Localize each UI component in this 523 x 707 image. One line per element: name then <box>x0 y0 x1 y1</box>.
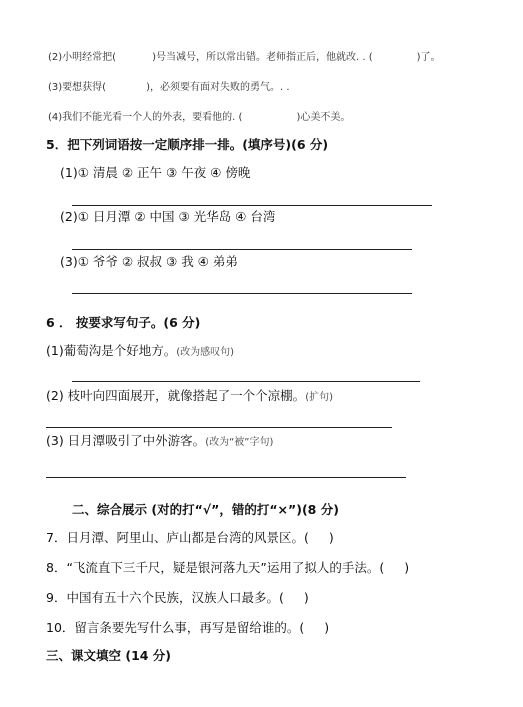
q4-item2-text-b: )号当减号，所以常出错。老师指正后，他就改. . ( <box>152 52 373 63</box>
q4-item2-text-c: )了。 <box>416 52 441 63</box>
q7-close-paren: ) <box>328 530 334 545</box>
q8-text: 8．“飞流直下三千尺，疑是银河落九天”运用了拟人的手法。( <box>46 560 385 575</box>
q4-item4-text-a: (4)我们不能光看一个人的外表，要看他的. ( <box>48 112 243 123</box>
q6-sentence-3 <box>46 431 273 449</box>
q6-answer-line-2[interactable] <box>46 427 392 428</box>
q5-answer-line-2[interactable] <box>72 249 412 250</box>
q4-item2-text-a: (2)小明经常把( <box>48 52 117 63</box>
q6-answer-line-1[interactable] <box>72 381 420 382</box>
q6-title: 6 ． 按要求写句子。(6 分) <box>46 315 201 330</box>
q4-item3 <box>48 78 290 93</box>
q10 <box>46 618 329 636</box>
q7 <box>46 528 334 546</box>
q4-item3-text-a: (3)要想获得( <box>48 82 107 93</box>
q5-item1: (1)① 清晨 ② 正午 ③ 午夜 ④ 傍晚 <box>60 165 251 180</box>
q5-item2: (2)① 日月潭 ② 中国 ③ 光华岛 ④ 台湾 <box>60 209 276 224</box>
q4-item4 <box>48 108 350 123</box>
q5-title: 5．把下列词语按一定顺序排一排。(填序号)(6 分) <box>46 137 329 152</box>
q6-sentence-2-note: (扩句) <box>305 392 333 403</box>
q6-sentence-2-text: (2) 枝叶向四面展开，就像搭起了一个个凉棚。 <box>46 388 306 403</box>
q6-sentence-1-text: (1)葡萄沟是个好地方。 <box>46 343 177 358</box>
q10-text: 10．留言条要先写什么事，再写是留给谁的。( <box>46 620 305 635</box>
q9-close-paren: ) <box>303 590 309 605</box>
q6-sentence-1-note: (改为感叹句) <box>176 347 235 358</box>
part2-title: 二、综合展示 (对的打“√”，错的打“×”)(8 分) <box>72 502 339 517</box>
q4-item3-text-b: )，必须要有面对失败的勇气。. . <box>146 82 290 93</box>
q10-close-paren: ) <box>324 620 330 635</box>
q6-sentence-1 <box>46 341 234 359</box>
q4-item4-text-b: )心美不美。 <box>296 112 351 123</box>
q6-answer-line-3[interactable] <box>46 477 406 478</box>
q9-text: 9．中国有五十六个民族，汉族人口最多。( <box>46 590 284 605</box>
part3-title: 三、课文填空 (14 分) <box>46 648 172 663</box>
q5-item3: (3)① 爷爷 ② 叔叔 ③ 我 ④ 弟弟 <box>60 254 238 269</box>
q7-text: 7．日月潭、阿里山、庐山都是台湾的风景区。( <box>46 530 309 545</box>
q9 <box>46 588 309 606</box>
q5-answer-line-1[interactable] <box>72 205 432 206</box>
q5-answer-line-3[interactable] <box>72 293 412 294</box>
q6-sentence-3-note: (改为“被”字句) <box>205 437 274 448</box>
q6-sentence-2 <box>46 386 333 404</box>
q8-close-paren: ) <box>404 560 410 575</box>
q8 <box>46 558 409 576</box>
q6-sentence-3-text: (3) 日月潭吸引了中外游客。 <box>46 433 206 448</box>
q4-item2 <box>48 48 441 63</box>
